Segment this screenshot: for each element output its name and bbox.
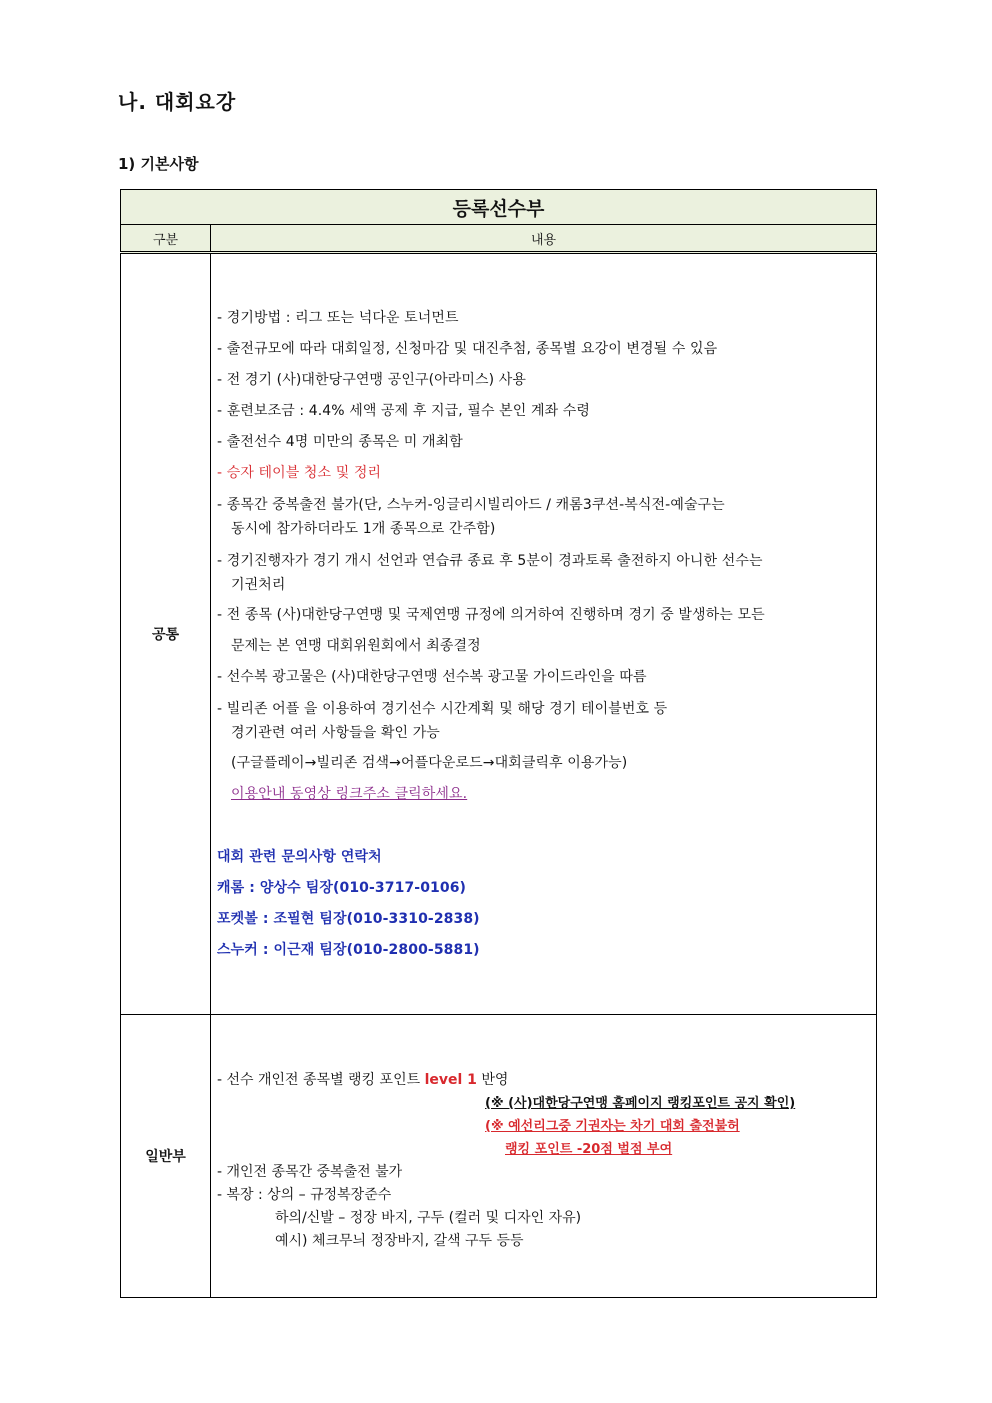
list-item-highlight: - 승자 테이블 청소 및 정리: [217, 464, 382, 481]
list-item-cont: (구글플레이→빌리존 검색→어플다운로드→대회클릭후 이용가능): [231, 754, 628, 771]
list-item-cont: 예시) 체크무늬 정장바지, 갈색 구두 등등: [275, 1233, 524, 1249]
note-forfeit: (※ 예선리그중 기권자는 차기 대회 출전불허: [485, 1119, 740, 1134]
note-ranking-notice: (※ (사)대한당구연맹 홈페이지 랭킹포인트 공지 확인): [485, 1096, 796, 1111]
table-title-row: [121, 190, 877, 225]
list-item-cont: 문제는 본 연맹 대회위원회에서 최종결정: [231, 637, 481, 654]
list-item-cont: 동시에 참가하더라도 1개 종목으로 간주함): [231, 520, 496, 537]
list-item: - 전 경기 (사)대한당구연맹 공인구(아라미스) 사용: [217, 371, 527, 388]
list-item: - 경기방법 : 리그 또는 넉다운 토너먼트: [217, 309, 459, 326]
table-header-row: [121, 225, 877, 253]
table-row-common: [121, 253, 877, 1015]
list-item: - 종목간 중복출전 불가(단, 스누커-잉글리시빌리아드 / 캐롬3쿠션-복식전-예술구는: [217, 496, 725, 513]
list-item: - 개인전 종목간 중복출전 불가: [217, 1164, 403, 1180]
contact-snooker: 스누커 : 이근재 팀장(010-2800-5881): [217, 941, 480, 958]
contact-title: 대회 관련 문의사항 연락처: [217, 848, 382, 865]
category-general: 일반부: [121, 1015, 211, 1298]
list-item: - 선수 개인전 종목별 랭킹 포인트 level 1 반영: [217, 1072, 509, 1088]
list-item: - 훈련보조금 : 4.4% 세액 공제 후 지급, 필수 본인 계좌 수령: [217, 402, 591, 419]
table-row-general: [121, 1015, 877, 1298]
level-text: level 1: [424, 1072, 477, 1088]
subsection-heading: 1) 기본사항: [118, 155, 199, 173]
video-guide-link[interactable]: 이용안내 동영상 링크주소 클릭하세요.: [231, 785, 468, 802]
section-heading: 나. 대회요강: [118, 90, 237, 114]
list-item: - 경기진행자가 경기 개시 선언과 연습큐 종료 후 5분이 경과토록 출전하지 아니한 선수는: [217, 552, 763, 569]
list-item-cont: 경기관련 여러 사항들을 확인 가능: [231, 724, 440, 741]
list-item-cont: 기권처리: [231, 576, 286, 593]
list-item: - 출전규모에 따라 대회일정, 신청마감 및 대진추첨, 종목별 요강이 변경될 수 있음: [217, 340, 718, 357]
list-item: - 복장 : 상의 – 규정복장준수: [217, 1187, 392, 1203]
list-item-cont: 하의/신발 – 정장 바지, 구두 (컬러 및 디자인 자유): [275, 1210, 582, 1226]
list-item: - 선수복 광고물은 (사)대한당구연맹 선수복 광고물 가이드라인을 따름: [217, 668, 647, 685]
content-common: [211, 253, 877, 1015]
contact-carom: 캐롬 : 양상수 팀장(010-3717-0106): [217, 879, 467, 896]
list-item: - 빌리존 어플 을 이용하여 경기선수 시간계획 및 해당 경기 테이블번호 등: [217, 700, 668, 717]
contact-pocket: 포켓볼 : 조필현 팀장(010-3310-2838): [217, 910, 480, 927]
list-item: - 전 종목 (사)대한당구연맹 및 국제연맹 규정에 의거하여 진행하며 경기 중 발생하는 모든: [217, 606, 765, 623]
list-item: - 출전선수 4명 미만의 종목은 미 개최함: [217, 433, 463, 450]
header-category: 구분: [121, 225, 211, 253]
note-penalty: 랭킹 포인트 -20점 벌점 부여: [505, 1142, 673, 1157]
table-title: 등록선수부: [121, 190, 877, 225]
category-common: 공통: [121, 253, 211, 1015]
rules-table: [120, 189, 877, 1298]
content-general: [211, 1015, 877, 1298]
header-content: 내용: [211, 225, 877, 253]
